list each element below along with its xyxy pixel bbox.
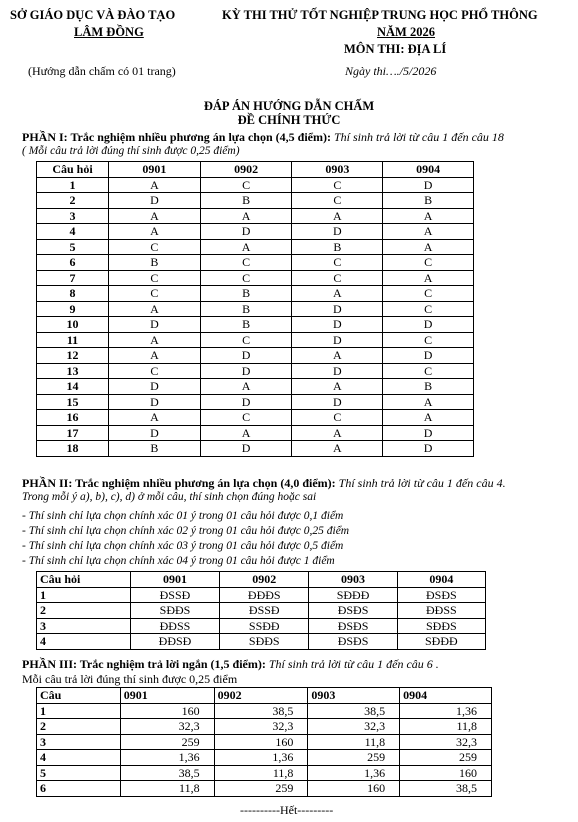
column-header: 0903 [292, 162, 383, 178]
answer-cell: D [109, 394, 201, 410]
end-marker: ----------Hết--------- [240, 803, 334, 817]
column-header: 0903 [309, 572, 397, 588]
answer-cell: D [292, 224, 383, 240]
answer-cell: SĐĐS [220, 634, 309, 650]
answer-cell: D [200, 224, 292, 240]
answer-cell: A [383, 224, 474, 240]
answer-cell: B [109, 255, 201, 271]
question-number-cell: 1 [37, 703, 121, 719]
question-number-cell: 5 [37, 765, 121, 781]
table-row [37, 750, 492, 766]
answer-cell: B [383, 379, 474, 395]
table-row [37, 177, 474, 193]
table-row [37, 425, 474, 441]
answer-cell: A [292, 208, 383, 224]
question-number-cell: 16 [37, 410, 109, 426]
answer-cell: C [292, 255, 383, 271]
answer-cell: A [109, 348, 201, 364]
answer-cell: D [200, 441, 292, 457]
table-row [37, 410, 474, 426]
part2-rule: - Thí sinh chỉ lựa chọn chính xác 02 ý trong 01 câu hỏi được 0,25 điểm [22, 525, 350, 537]
answer-cell: C [292, 410, 383, 426]
column-header: 0902 [214, 688, 308, 704]
answer-cell: 259 [308, 750, 400, 766]
answer-cell: ĐĐSS [397, 603, 485, 619]
table-header-row [37, 572, 486, 588]
exam-date: Ngày thi…./5/2026 [345, 64, 437, 78]
column-header: 0904 [383, 162, 474, 178]
answer-cell: D [383, 425, 474, 441]
table-row [37, 618, 486, 634]
table-row [37, 603, 486, 619]
question-number-cell: 4 [37, 750, 121, 766]
answer-cell: SSĐĐ [220, 618, 309, 634]
answer-cell: D [109, 193, 201, 209]
answer-cell: C [200, 410, 292, 426]
answer-cell: 38,5 [120, 765, 214, 781]
answer-cell: 259 [214, 781, 308, 797]
answer-cell: C [383, 363, 474, 379]
answer-cell: SĐĐS [130, 603, 219, 619]
answer-cell: A [109, 208, 201, 224]
answer-cell: A [200, 379, 292, 395]
table-row [37, 348, 474, 364]
answer-cell: 11,8 [308, 734, 400, 750]
question-number-cell: 17 [37, 425, 109, 441]
answer-cell: D [292, 332, 383, 348]
table-row [37, 208, 474, 224]
table-row [37, 394, 474, 410]
answer-cell: 259 [400, 750, 492, 766]
answer-cell: ĐSSĐ [130, 587, 219, 603]
answer-cell: C [292, 270, 383, 286]
answer-cell: D [383, 177, 474, 193]
column-header: Câu hỏi [37, 572, 131, 588]
question-number-cell: 1 [37, 177, 109, 193]
answer-cell: SĐĐĐ [309, 587, 397, 603]
answer-cell: 1,36 [214, 750, 308, 766]
answer-cell: ĐSĐS [397, 587, 485, 603]
column-header: 0901 [130, 572, 219, 588]
answer-cell: A [292, 348, 383, 364]
part3-note: Mỗi câu trả lời đúng thí sinh được 0,25 điểm [22, 672, 238, 686]
answer-cell: 160 [214, 734, 308, 750]
answer-cell: D [109, 425, 201, 441]
question-number-cell: 8 [37, 286, 109, 302]
column-header: 0901 [120, 688, 214, 704]
answer-cell: B [292, 239, 383, 255]
question-number-cell: 6 [37, 781, 121, 797]
table-row [37, 317, 474, 333]
part2-line2: Trong mỗi ý a), b), c), d) ở mỗi câu, thí sinh chọn đúng hoặc sai [22, 491, 317, 503]
answer-cell: C [200, 270, 292, 286]
part3-heading: PHẦN III: Trắc nghiệm trả lời ngắn (1,5 điểm): Thí sinh trả lời từ câu 1 đến câu 6 . [22, 657, 439, 671]
answer-cell: A [109, 332, 201, 348]
table-row [37, 719, 492, 735]
answer-cell: A [383, 394, 474, 410]
answer-cell: ĐĐSĐ [130, 634, 219, 650]
question-number-cell: 2 [37, 193, 109, 209]
column-header: 0902 [200, 162, 292, 178]
answer-cell: D [200, 394, 292, 410]
answer-cell: C [109, 363, 201, 379]
table-row [37, 703, 492, 719]
answer-cell: ĐSĐS [309, 634, 397, 650]
table-row [37, 332, 474, 348]
answer-cell: C [109, 239, 201, 255]
part2-heading: PHẦN II: Trắc nghiệm nhiều phương án lựa chọn (4,0 điểm): Thí sinh trả lời từ câu 1 đến câu 4. [22, 476, 506, 490]
answer-cell: B [200, 286, 292, 302]
part3-table [36, 687, 492, 797]
table-row [37, 193, 474, 209]
answer-cell: 259 [120, 734, 214, 750]
answer-cell: 11,8 [214, 765, 308, 781]
answer-cell: 160 [120, 703, 214, 719]
table-row [37, 587, 486, 603]
question-number-cell: 12 [37, 348, 109, 364]
exam-title: KỲ THI THỬ TỐT NGHIỆP TRUNG HỌC PHỔ THÔNG [222, 8, 538, 22]
answer-cell: D [383, 348, 474, 364]
answer-cell: 160 [400, 765, 492, 781]
table-row [37, 301, 474, 317]
answer-cell: D [292, 317, 383, 333]
answer-cell: C [200, 332, 292, 348]
answer-cell: C [200, 177, 292, 193]
doc-subtitle: ĐỀ CHÍNH THỨC [237, 113, 341, 127]
answer-cell: 1,36 [120, 750, 214, 766]
answer-cell: D [292, 363, 383, 379]
answer-cell: D [200, 348, 292, 364]
answer-cell: D [109, 379, 201, 395]
question-number-cell: 11 [37, 332, 109, 348]
part1-table [36, 161, 474, 457]
answer-cell: A [292, 286, 383, 302]
table-row [37, 270, 474, 286]
answer-cell: 11,8 [400, 719, 492, 735]
answer-cell: C [383, 332, 474, 348]
answer-cell: C [383, 255, 474, 271]
answer-cell: C [383, 301, 474, 317]
answer-cell: ĐĐSS [130, 618, 219, 634]
answer-cell: A [109, 224, 201, 240]
answer-cell: B [383, 193, 474, 209]
table-row [37, 634, 486, 650]
table-row [37, 781, 492, 797]
answer-cell: C [292, 177, 383, 193]
table-row [37, 765, 492, 781]
answer-cell: 38,5 [308, 703, 400, 719]
question-number-cell: 1 [37, 587, 131, 603]
answer-cell: A [200, 239, 292, 255]
answer-cell: A [200, 208, 292, 224]
answer-cell: A [292, 379, 383, 395]
answer-cell: A [383, 410, 474, 426]
answer-cell: 32,3 [120, 719, 214, 735]
answer-cell: A [109, 301, 201, 317]
answer-cell: SĐĐS [397, 618, 485, 634]
part1-heading: PHẦN I: Trắc nghiệm nhiều phương án lựa chọn (4,5 điểm): Thí sinh trả lời từ câu 1 đến câu 18 [22, 130, 504, 144]
answer-cell: C [383, 286, 474, 302]
answer-cell: B [200, 301, 292, 317]
answer-cell: D [109, 317, 201, 333]
question-number-cell: 3 [37, 208, 109, 224]
answer-cell: A [383, 270, 474, 286]
table-row [37, 255, 474, 271]
answer-cell: ĐSĐS [309, 603, 397, 619]
answer-cell: B [200, 317, 292, 333]
question-number-cell: 3 [37, 734, 121, 750]
answer-cell: ĐĐĐS [220, 587, 309, 603]
exam-subject: MÔN THI: ĐỊA LÍ [344, 42, 447, 56]
part2-table [36, 571, 486, 650]
question-number-cell: 10 [37, 317, 109, 333]
answer-cell: 38,5 [400, 781, 492, 797]
answer-cell: D [292, 394, 383, 410]
answer-cell: SĐĐĐ [397, 634, 485, 650]
part2-rule: - Thí sinh chỉ lựa chọn chính xác 03 ý trong 01 câu hỏi được 0,5 điểm [22, 540, 344, 552]
column-header: 0903 [308, 688, 400, 704]
answer-cell: A [109, 410, 201, 426]
answer-cell: 1,36 [400, 703, 492, 719]
column-header: Câu hỏi [37, 162, 109, 178]
question-number-cell: 13 [37, 363, 109, 379]
answer-cell: 1,36 [308, 765, 400, 781]
question-number-cell: 6 [37, 255, 109, 271]
table-row [37, 239, 474, 255]
column-header: 0901 [109, 162, 201, 178]
question-number-cell: 7 [37, 270, 109, 286]
answer-cell: ĐSĐS [309, 618, 397, 634]
question-number-cell: 9 [37, 301, 109, 317]
table-header-row [37, 688, 492, 704]
answer-cell: D [292, 301, 383, 317]
answer-cell: A [292, 441, 383, 457]
question-number-cell: 2 [37, 603, 131, 619]
answer-cell: A [383, 208, 474, 224]
doc-title: ĐÁP ÁN HƯỚNG DẪN CHẤM [203, 99, 375, 113]
answer-cell: A [109, 177, 201, 193]
column-header: 0904 [400, 688, 492, 704]
answer-cell: D [383, 441, 474, 457]
answer-cell: A [383, 239, 474, 255]
column-header: 0904 [397, 572, 485, 588]
table-row [37, 379, 474, 395]
answer-cell: B [200, 193, 292, 209]
question-number-cell: 4 [37, 224, 109, 240]
exam-year: NĂM 2026 [377, 25, 435, 39]
answer-cell: 32,3 [308, 719, 400, 735]
question-number-cell: 14 [37, 379, 109, 395]
answer-cell: C [200, 255, 292, 271]
question-number-cell: 5 [37, 239, 109, 255]
part1-note: ( Mỗi câu trả lời đúng thí sinh được 0,25 điểm) [22, 145, 240, 157]
question-number-cell: 15 [37, 394, 109, 410]
table-row [37, 363, 474, 379]
answer-cell: 160 [308, 781, 400, 797]
answer-cell: C [292, 193, 383, 209]
table-header-row [37, 162, 474, 178]
answer-cell: 38,5 [214, 703, 308, 719]
answer-cell: B [109, 441, 201, 457]
answer-cell: 11,8 [120, 781, 214, 797]
answer-cell: 32,3 [400, 734, 492, 750]
part2-rule: - Thí sinh chỉ lựa chọn chính xác 04 ý trong 01 câu hỏi được 1 điểm [22, 555, 335, 567]
answer-cell: C [109, 270, 201, 286]
pages-note: (Hướng dẫn chấm có 01 trang) [28, 64, 176, 78]
question-number-cell: 2 [37, 719, 121, 735]
question-number-cell: 4 [37, 634, 131, 650]
column-header: 0902 [220, 572, 309, 588]
answer-cell: D [383, 317, 474, 333]
answer-cell: 32,3 [214, 719, 308, 735]
question-number-cell: 18 [37, 441, 109, 457]
part2-rule: - Thí sinh chỉ lựa chọn chính xác 01 ý trong 01 câu hỏi được 0,1 điểm [22, 510, 344, 522]
column-header: Câu [37, 688, 121, 704]
table-row [37, 224, 474, 240]
answer-cell: D [200, 363, 292, 379]
answer-cell: A [200, 425, 292, 441]
table-row [37, 441, 474, 457]
answer-cell: ĐSSĐ [220, 603, 309, 619]
answer-cell: C [109, 286, 201, 302]
question-number-cell: 3 [37, 618, 131, 634]
dept-name: SỞ GIÁO DỤC VÀ ĐÀO TẠO [10, 8, 176, 22]
answer-cell: A [292, 425, 383, 441]
table-row [37, 734, 492, 750]
province-name: LÂM ĐỒNG [74, 25, 144, 39]
table-row [37, 286, 474, 302]
